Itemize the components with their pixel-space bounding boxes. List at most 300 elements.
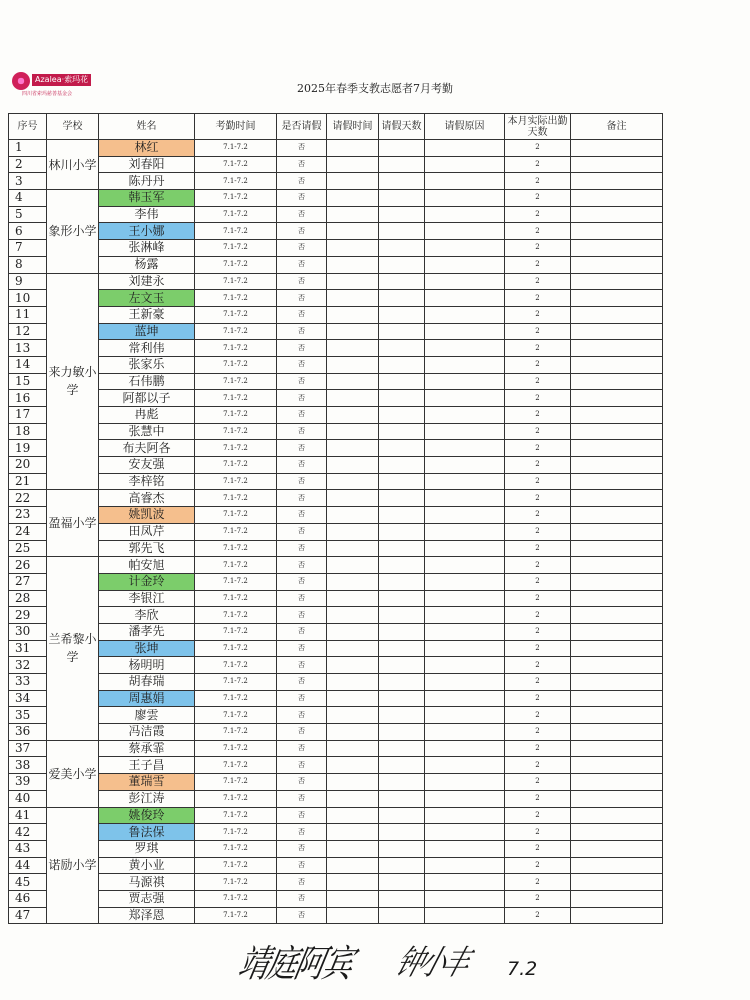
leave-days-cell — [379, 607, 425, 624]
volunteer-name: 潘孝先 — [99, 623, 195, 640]
remark-cell — [571, 907, 663, 924]
volunteer-name: 冯洁霞 — [99, 724, 195, 741]
attendance-period: 7.1-7.2 — [195, 840, 277, 857]
actual-days: 2 — [505, 607, 571, 624]
actual-days: 2 — [505, 323, 571, 340]
leave-reason-cell — [425, 507, 505, 524]
leave-days-cell — [379, 356, 425, 373]
attendance-period: 7.1-7.2 — [195, 807, 277, 824]
remark-cell — [571, 824, 663, 841]
volunteer-name: 李梓铭 — [99, 473, 195, 490]
volunteer-name: 左文玉 — [99, 290, 195, 307]
row-number: 42 — [9, 824, 47, 841]
actual-days: 2 — [505, 240, 571, 257]
leave-time-cell — [327, 440, 379, 457]
leave-time-cell — [327, 156, 379, 173]
leave-reason-cell — [425, 273, 505, 290]
leave-time-cell — [327, 356, 379, 373]
volunteer-name: 高睿杰 — [99, 490, 195, 507]
remark-cell — [571, 140, 663, 157]
school-name: 来力敏小学 — [47, 273, 99, 490]
remark-cell — [571, 323, 663, 340]
actual-days: 2 — [505, 473, 571, 490]
attendance-period: 7.1-7.2 — [195, 640, 277, 657]
leave-reason-cell — [425, 473, 505, 490]
table-row — [9, 623, 663, 640]
row-number: 37 — [9, 740, 47, 757]
row-number: 5 — [9, 206, 47, 223]
table-row — [9, 774, 663, 791]
document-title: 2025年春季支教志愿者7月考勤 — [297, 82, 453, 95]
attendance-period: 7.1-7.2 — [195, 874, 277, 891]
volunteer-name: 郑泽恩 — [99, 907, 195, 924]
leave-time-cell — [327, 523, 379, 540]
leave-time-cell — [327, 490, 379, 507]
table-row — [9, 323, 663, 340]
leave-time-cell — [327, 857, 379, 874]
leave-reason-cell — [425, 757, 505, 774]
volunteer-name: 马源祺 — [99, 874, 195, 891]
attendance-period: 7.1-7.2 — [195, 156, 277, 173]
attendance-period: 7.1-7.2 — [195, 323, 277, 340]
row-number: 15 — [9, 373, 47, 390]
attendance-period: 7.1-7.2 — [195, 423, 277, 440]
row-number: 32 — [9, 657, 47, 674]
leave-days-cell — [379, 674, 425, 691]
actual-days: 2 — [505, 707, 571, 724]
actual-days: 2 — [505, 690, 571, 707]
handwritten-signature-2: 钟小丰 — [390, 944, 473, 984]
table-row — [9, 206, 663, 223]
leave-status: 否 — [277, 707, 327, 724]
volunteer-name: 彭江涛 — [99, 790, 195, 807]
leave-reason-cell — [425, 423, 505, 440]
school-name: 诺励小学 — [47, 807, 99, 924]
attendance-period: 7.1-7.2 — [195, 240, 277, 257]
leave-time-cell — [327, 757, 379, 774]
actual-days: 2 — [505, 824, 571, 841]
row-number: 17 — [9, 407, 47, 424]
row-number: 12 — [9, 323, 47, 340]
header-school: 学校 — [47, 114, 99, 140]
leave-status: 否 — [277, 340, 327, 357]
leave-status: 否 — [277, 490, 327, 507]
remark-cell — [571, 206, 663, 223]
volunteer-name: 张淋峰 — [99, 240, 195, 257]
table-row — [9, 223, 663, 240]
remark-cell — [571, 657, 663, 674]
leave-reason-cell — [425, 290, 505, 307]
leave-reason-cell — [425, 840, 505, 857]
leave-days-cell — [379, 907, 425, 924]
attendance-period: 7.1-7.2 — [195, 256, 277, 273]
volunteer-name: 王新豪 — [99, 306, 195, 323]
attendance-period: 7.1-7.2 — [195, 907, 277, 924]
actual-days: 2 — [505, 356, 571, 373]
leave-days-cell — [379, 440, 425, 457]
table-body — [9, 140, 663, 924]
attendance-period: 7.1-7.2 — [195, 273, 277, 290]
remark-cell — [571, 874, 663, 891]
signature-date: 7.2 — [507, 958, 538, 980]
table-row — [9, 423, 663, 440]
leave-time-cell — [327, 623, 379, 640]
volunteer-name: 鲁法保 — [99, 824, 195, 841]
remark-cell — [571, 223, 663, 240]
leave-reason-cell — [425, 540, 505, 557]
row-number: 22 — [9, 490, 47, 507]
leave-status: 否 — [277, 590, 327, 607]
leave-status: 否 — [277, 323, 327, 340]
remark-cell — [571, 640, 663, 657]
actual-days: 2 — [505, 724, 571, 741]
table-row — [9, 390, 663, 407]
attendance-period: 7.1-7.2 — [195, 573, 277, 590]
row-number: 10 — [9, 290, 47, 307]
leave-reason-cell — [425, 206, 505, 223]
leave-time-cell — [327, 724, 379, 741]
actual-days: 2 — [505, 790, 571, 807]
volunteer-name: 胡春瑞 — [99, 674, 195, 691]
leave-status: 否 — [277, 223, 327, 240]
leave-time-cell — [327, 824, 379, 841]
attendance-period: 7.1-7.2 — [195, 390, 277, 407]
volunteer-name: 杨露 — [99, 256, 195, 273]
table-row — [9, 807, 663, 824]
header-actual-days: 本月实际出勤天数 — [505, 114, 571, 140]
table-row — [9, 740, 663, 757]
leave-days-cell — [379, 824, 425, 841]
remark-cell — [571, 857, 663, 874]
leave-days-cell — [379, 523, 425, 540]
table-row — [9, 340, 663, 357]
leave-reason-cell — [425, 557, 505, 574]
table-row — [9, 890, 663, 907]
header-leave-time: 请假时间 — [327, 114, 379, 140]
volunteer-name: 帕安旭 — [99, 557, 195, 574]
leave-days-cell — [379, 273, 425, 290]
leave-status: 否 — [277, 256, 327, 273]
leave-days-cell — [379, 240, 425, 257]
school-name: 林川小学 — [47, 140, 99, 190]
attendance-period: 7.1-7.2 — [195, 407, 277, 424]
leave-reason-cell — [425, 607, 505, 624]
leave-status: 否 — [277, 740, 327, 757]
leave-status: 否 — [277, 640, 327, 657]
table-row — [9, 540, 663, 557]
remark-cell — [571, 557, 663, 574]
remark-cell — [571, 490, 663, 507]
leave-days-cell — [379, 757, 425, 774]
table-row — [9, 557, 663, 574]
attendance-period: 7.1-7.2 — [195, 890, 277, 907]
table-row — [9, 840, 663, 857]
leave-time-cell — [327, 223, 379, 240]
volunteer-name: 张慧中 — [99, 423, 195, 440]
header-remark: 备注 — [571, 114, 663, 140]
leave-days-cell — [379, 190, 425, 207]
row-number: 36 — [9, 724, 47, 741]
row-number: 40 — [9, 790, 47, 807]
remark-cell — [571, 356, 663, 373]
leave-time-cell — [327, 790, 379, 807]
remark-cell — [571, 190, 663, 207]
leave-status: 否 — [277, 657, 327, 674]
remark-cell — [571, 273, 663, 290]
row-number: 31 — [9, 640, 47, 657]
leave-reason-cell — [425, 623, 505, 640]
leave-days-cell — [379, 206, 425, 223]
leave-days-cell — [379, 840, 425, 857]
leave-status: 否 — [277, 874, 327, 891]
leave-time-cell — [327, 190, 379, 207]
leave-status: 否 — [277, 473, 327, 490]
actual-days: 2 — [505, 590, 571, 607]
leave-reason-cell — [425, 890, 505, 907]
actual-days: 2 — [505, 173, 571, 190]
actual-days: 2 — [505, 573, 571, 590]
leave-reason-cell — [425, 640, 505, 657]
table-row — [9, 140, 663, 157]
leave-days-cell — [379, 807, 425, 824]
volunteer-name: 姚凯波 — [99, 507, 195, 524]
leave-reason-cell — [425, 523, 505, 540]
leave-time-cell — [327, 557, 379, 574]
volunteer-name: 计金玲 — [99, 573, 195, 590]
leave-time-cell — [327, 890, 379, 907]
actual-days: 2 — [505, 657, 571, 674]
leave-days-cell — [379, 340, 425, 357]
leave-reason-cell — [425, 790, 505, 807]
actual-days: 2 — [505, 156, 571, 173]
volunteer-name: 常利伟 — [99, 340, 195, 357]
leave-days-cell — [379, 740, 425, 757]
remark-cell — [571, 256, 663, 273]
actual-days: 2 — [505, 306, 571, 323]
attendance-period: 7.1-7.2 — [195, 473, 277, 490]
leave-days-cell — [379, 690, 425, 707]
attendance-period: 7.1-7.2 — [195, 557, 277, 574]
logo-brand-text: Azalea·索玛花 — [32, 74, 91, 86]
volunteer-name: 冉彪 — [99, 407, 195, 424]
row-number: 44 — [9, 857, 47, 874]
remark-cell — [571, 790, 663, 807]
remark-cell — [571, 457, 663, 474]
row-number: 19 — [9, 440, 47, 457]
leave-time-cell — [327, 256, 379, 273]
leave-days-cell — [379, 373, 425, 390]
leave-reason-cell — [425, 190, 505, 207]
row-number: 34 — [9, 690, 47, 707]
table-row — [9, 857, 663, 874]
volunteer-name: 韩玉军 — [99, 190, 195, 207]
actual-days: 2 — [505, 223, 571, 240]
attendance-period: 7.1-7.2 — [195, 824, 277, 841]
header-leave-days: 请假天数 — [379, 114, 425, 140]
leave-days-cell — [379, 457, 425, 474]
attendance-period: 7.1-7.2 — [195, 340, 277, 357]
table-row — [9, 657, 663, 674]
leave-status: 否 — [277, 623, 327, 640]
remark-cell — [571, 373, 663, 390]
leave-days-cell — [379, 890, 425, 907]
actual-days: 2 — [505, 273, 571, 290]
remark-cell — [571, 573, 663, 590]
leave-reason-cell — [425, 140, 505, 157]
leave-status: 否 — [277, 273, 327, 290]
leave-reason-cell — [425, 490, 505, 507]
leave-time-cell — [327, 657, 379, 674]
leave-status: 否 — [277, 807, 327, 824]
table-row — [9, 173, 663, 190]
attendance-period: 7.1-7.2 — [195, 857, 277, 874]
leave-status: 否 — [277, 573, 327, 590]
leave-days-cell — [379, 573, 425, 590]
table-row — [9, 490, 663, 507]
school-name: 象形小学 — [47, 190, 99, 273]
leave-reason-cell — [425, 256, 505, 273]
leave-reason-cell — [425, 807, 505, 824]
leave-status: 否 — [277, 140, 327, 157]
leave-days-cell — [379, 223, 425, 240]
actual-days: 2 — [505, 807, 571, 824]
remark-cell — [571, 724, 663, 741]
leave-status: 否 — [277, 674, 327, 691]
row-number: 2 — [9, 156, 47, 173]
actual-days: 2 — [505, 640, 571, 657]
attendance-period: 7.1-7.2 — [195, 373, 277, 390]
school-name: 兰希黎小学 — [47, 557, 99, 741]
leave-time-cell — [327, 507, 379, 524]
actual-days: 2 — [505, 907, 571, 924]
leave-reason-cell — [425, 457, 505, 474]
leave-status: 否 — [277, 156, 327, 173]
leave-reason-cell — [425, 824, 505, 841]
volunteer-name: 姚俊玲 — [99, 807, 195, 824]
remark-cell — [571, 807, 663, 824]
volunteer-name: 廖雲 — [99, 707, 195, 724]
leave-status: 否 — [277, 690, 327, 707]
leave-status: 否 — [277, 907, 327, 924]
actual-days: 2 — [505, 740, 571, 757]
leave-days-cell — [379, 306, 425, 323]
leave-status: 否 — [277, 407, 327, 424]
leave-time-cell — [327, 373, 379, 390]
volunteer-name: 田凤芹 — [99, 523, 195, 540]
leave-time-cell — [327, 590, 379, 607]
leave-days-cell — [379, 507, 425, 524]
attendance-period: 7.1-7.2 — [195, 507, 277, 524]
volunteer-name: 刘建永 — [99, 273, 195, 290]
attendance-period: 7.1-7.2 — [195, 707, 277, 724]
table-row — [9, 407, 663, 424]
volunteer-name: 石伟鹏 — [99, 373, 195, 390]
remark-cell — [571, 173, 663, 190]
row-number: 6 — [9, 223, 47, 240]
actual-days: 2 — [505, 623, 571, 640]
volunteer-name: 刘春阳 — [99, 156, 195, 173]
leave-days-cell — [379, 640, 425, 657]
attendance-period: 7.1-7.2 — [195, 674, 277, 691]
leave-status: 否 — [277, 774, 327, 791]
table-header-row — [9, 114, 663, 140]
volunteer-name: 王小娜 — [99, 223, 195, 240]
actual-days: 2 — [505, 140, 571, 157]
table-row — [9, 573, 663, 590]
actual-days: 2 — [505, 890, 571, 907]
row-number: 43 — [9, 840, 47, 857]
table-row — [9, 790, 663, 807]
row-number: 47 — [9, 907, 47, 924]
actual-days: 2 — [505, 340, 571, 357]
remark-cell — [571, 507, 663, 524]
leave-time-cell — [327, 140, 379, 157]
actual-days: 2 — [505, 774, 571, 791]
actual-days: 2 — [505, 206, 571, 223]
leave-reason-cell — [425, 690, 505, 707]
table-row — [9, 290, 663, 307]
attendance-period: 7.1-7.2 — [195, 306, 277, 323]
remark-cell — [571, 890, 663, 907]
leave-time-cell — [327, 874, 379, 891]
remark-cell — [571, 774, 663, 791]
row-number: 45 — [9, 874, 47, 891]
row-number: 16 — [9, 390, 47, 407]
leave-reason-cell — [425, 390, 505, 407]
actual-days: 2 — [505, 290, 571, 307]
remark-cell — [571, 473, 663, 490]
leave-days-cell — [379, 540, 425, 557]
row-number: 33 — [9, 674, 47, 691]
leave-status: 否 — [277, 206, 327, 223]
table-row — [9, 640, 663, 657]
leave-days-cell — [379, 490, 425, 507]
volunteer-name: 黄小业 — [99, 857, 195, 874]
logo-tagline: 四川省索玛慈善基金会 — [22, 91, 73, 97]
row-number: 8 — [9, 256, 47, 273]
leave-time-cell — [327, 774, 379, 791]
leave-time-cell — [327, 707, 379, 724]
leave-time-cell — [327, 640, 379, 657]
leave-days-cell — [379, 156, 425, 173]
leave-reason-cell — [425, 240, 505, 257]
leave-status: 否 — [277, 857, 327, 874]
leave-status: 否 — [277, 356, 327, 373]
remark-cell — [571, 757, 663, 774]
header-leave-reason: 请假原因 — [425, 114, 505, 140]
table-row — [9, 674, 663, 691]
leave-reason-cell — [425, 874, 505, 891]
attendance-period: 7.1-7.2 — [195, 440, 277, 457]
leave-days-cell — [379, 623, 425, 640]
row-number: 30 — [9, 623, 47, 640]
actual-days: 2 — [505, 757, 571, 774]
leave-time-cell — [327, 540, 379, 557]
leave-time-cell — [327, 240, 379, 257]
leave-reason-cell — [425, 340, 505, 357]
attendance-period: 7.1-7.2 — [195, 173, 277, 190]
leave-reason-cell — [425, 674, 505, 691]
table-row — [9, 473, 663, 490]
leave-days-cell — [379, 290, 425, 307]
volunteer-name: 蓝坤 — [99, 323, 195, 340]
leave-days-cell — [379, 790, 425, 807]
actual-days: 2 — [505, 390, 571, 407]
leave-status: 否 — [277, 724, 327, 741]
volunteer-name: 郭先飞 — [99, 540, 195, 557]
attendance-period: 7.1-7.2 — [195, 206, 277, 223]
table-row — [9, 273, 663, 290]
